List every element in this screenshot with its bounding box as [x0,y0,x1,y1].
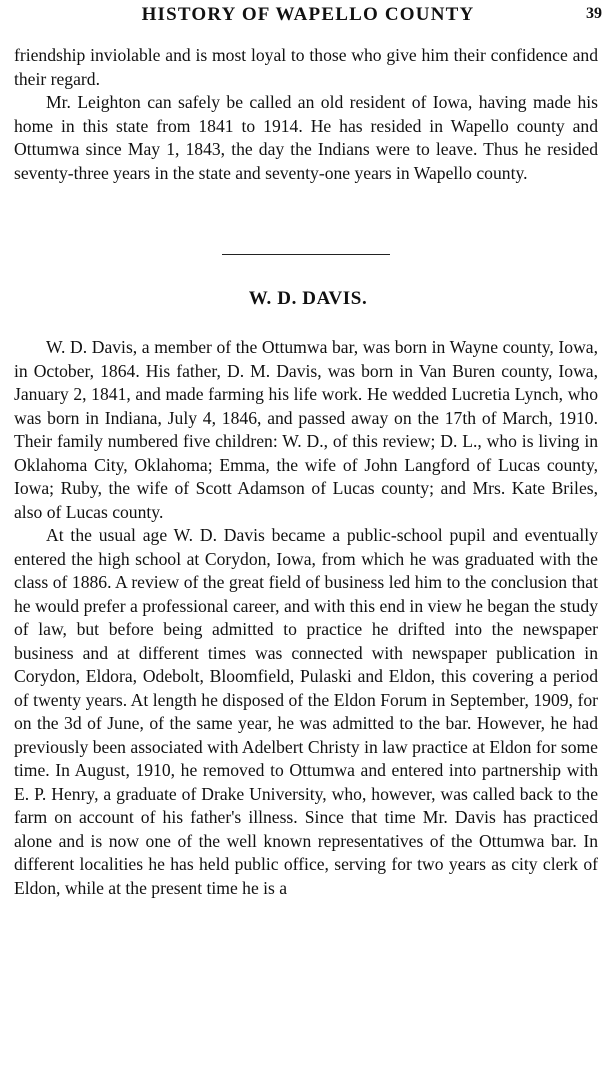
leighton-paragraph: Mr. Leighton can safely be called an old resident of Iowa, having made his home in this state from 1841 to 1914. He has resided in Wapello county and Ottumwa since May 1, 1843, the day the Indians were to leave. Thus he resided seventy-three years in the state and seventy-one years in Wapello county. [14,92,598,183]
running-head [14,4,602,30]
davis-section [14,336,598,900]
section-divider [222,254,390,255]
section-heading: W. D. DAVIS. [248,288,368,309]
leighton-section [14,44,598,185]
page-number: 39 [586,5,602,22]
continued-paragraph: friendship inviolable and is most loyal to those who give him their confidence and their regard. [14,45,598,89]
running-title: HISTORY OF WAPELLO COUNTY [141,4,475,25]
davis-paragraph-2: At the usual age W. D. Davis became a public-school pupil and eventually entered the high school at Corydon, Iowa, from which he was graduated with the class of 1886. A review of the great field of business led him to the conclusion that he would prefer a professional career, and with this end in view he began the study of law, but before being admitted to practice he drifted into the newspaper business and at different times was connected with newspaper publication in Corydon, Eldora, Odebolt, Bloomfield, Pulaski and Eldon, this covering a period of twenty years. At length he disposed of the Eldon Forum in September, 1909, for on the 3d of June, of the same year, he was admitted to the bar. However, he had previously been associated with Adelbert Christy in law practice at Eldon for some time. In August, 1910, he removed to Ottumwa and entered into partnership with E. P. Henry, a graduate of Drake University, who, however, was called back to the farm on account of his father's illness. Since that time Mr. Davis has practiced alone and is now one of the well known representatives of the Ottumwa bar. In different localities he has held public office, serving for two years as city clerk of Eldon, while at the present time he is a [14,525,598,898]
davis-paragraph-1: W. D. Davis, a member of the Ottumwa bar, was born in Wayne county, Iowa, in October, 1864. His father, D. M. Davis, was born in Van Buren county, Iowa, January 2, 1841, and made farming his life work. He wedded Lucretia Lynch, who was born in Indiana, July 4, 1846, and passed away on the 17th of March, 1910. Their family numbered five children: W. D., of this review; D. L., who is living in Oklahoma City, Oklahoma; Emma, the wife of John Langford of Lucas county, Iowa; Ruby, the wife of Scott Adamson of Lucas county; and Mrs. Kate Briles, also of Lucas county. [14,337,598,522]
